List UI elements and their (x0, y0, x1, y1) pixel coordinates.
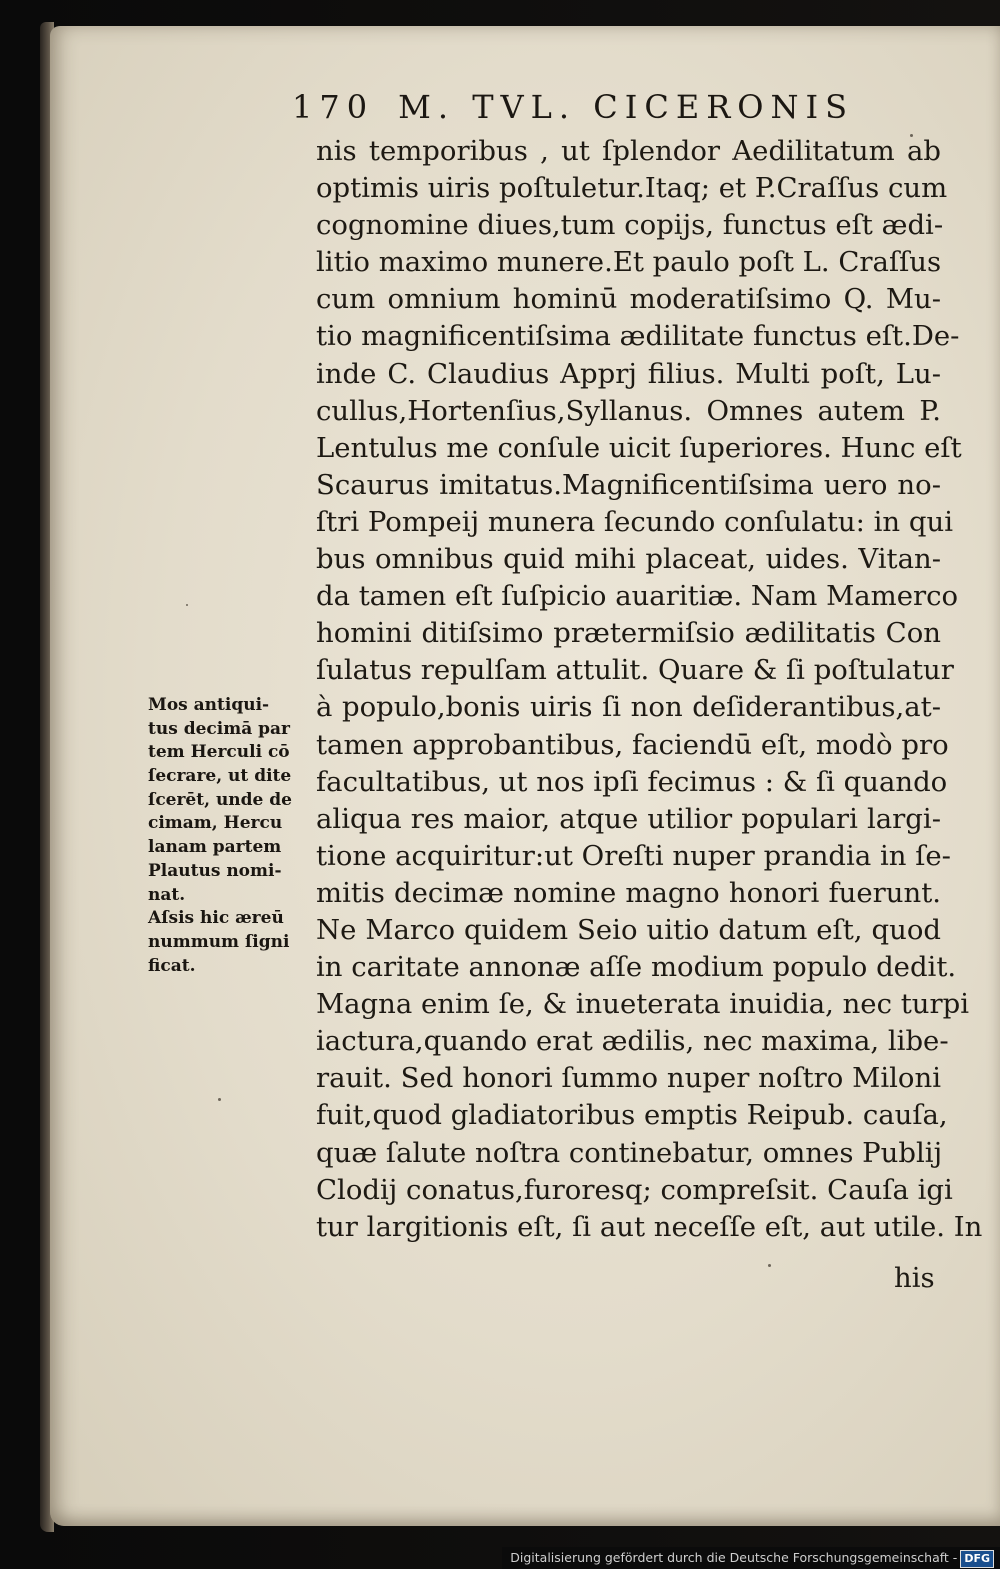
text-line: nis temporibus , ut ſplendor Aedilitatum ab (316, 135, 941, 167)
text-line: ſulatus repulſam attulit. Quare & ſi poſtulatur (316, 654, 954, 687)
paper-speck (218, 1098, 221, 1101)
text-line: Scaurus imitatus.Magnificentiſsima uero no- (316, 468, 941, 501)
marginal-note-line: Plautus nomi- (148, 860, 282, 881)
digitization-credit (502, 1547, 1000, 1569)
text-line: tur largitionis eſt, ſi aut neceſſe eſt, aut utile. In (316, 1210, 983, 1243)
page-number: 170 (292, 88, 375, 126)
marginal-note-line: nat. (148, 884, 186, 905)
paper-speck (768, 1264, 771, 1267)
marginal-note (148, 694, 314, 978)
text-line: homini ditiſsimo prætermiſsio ædilitatis Con (316, 617, 941, 650)
marginal-note-line: tem Herculi cō (148, 742, 290, 763)
text-line: inde C. Claudius Apprj filius. Multi poſt, Lu- (316, 357, 941, 390)
text-line: da tamen eſt ſuſpicio auaritiæ. Nam Mamerco (316, 580, 959, 613)
running-title: M. TVL. CICERONIS (398, 88, 855, 126)
marginal-note-line: ſcerēt, unde de (148, 789, 292, 810)
marginal-note-line: tus decimā par (148, 718, 290, 739)
credit-text: Digitalisierung gefördert durch die Deutsche Forschungsgemeinschaft - (510, 1550, 958, 1565)
marginal-note-line: nummum ſigni (148, 931, 290, 952)
text-line: Magna enim ſe, & inueterata inuidia, nec turpi (316, 988, 970, 1021)
text-line: quæ ſalute noſtra continebatur, omnes Publij (316, 1136, 943, 1169)
text-line: ſtri Pompeij munera ſecundo conſulatu: in qui (316, 505, 953, 538)
text-line: bus omnibus quid mihi placeat, uides. Vitan- (316, 543, 941, 576)
marginal-note-line: ficat. (148, 955, 196, 976)
text-line: litio maximo munere.Et paulo poſt L. Craſſus (316, 246, 942, 279)
catchword: his (894, 1262, 935, 1294)
marginal-note-line: lanam partem (148, 837, 282, 858)
dfg-logo: DFG (960, 1550, 994, 1568)
marginal-note-line: cimam, Hercu (148, 813, 283, 834)
marginal-note-line: Mos antiqui- (148, 695, 270, 715)
text-line: Ne Marco quidem Seio uitio datum eſt, quod (316, 913, 941, 946)
text-line: facultatibus, ut nos ipſi fecimus : & ſi quando (316, 765, 948, 798)
running-head (292, 88, 854, 126)
text-line: fuit,quod gladiatoribus emptis Reipub. cauſa, (316, 1099, 948, 1132)
text-line: tamen approbantibus, faciendū eſt, modò pro (316, 728, 949, 761)
text-line: in caritate annonæ aſſe modium populo dedit. (316, 951, 957, 984)
text-line: cum omnium hominū moderatiſsimo Q. Mu- (316, 283, 941, 316)
marginal-note-line: ſecrare, ut dite (148, 766, 292, 787)
text-line: tio magnificentiſsima ædilitate functus eſt.De- (316, 320, 960, 353)
text-line: à populo,bonis uiris ſi non deſiderantibus,at- (316, 691, 941, 724)
text-line: cognomine diues,tum copijs, functus eſt ædi- (316, 209, 944, 242)
body-text (316, 133, 983, 1246)
text-line: optimis uiris poſtuletur.Itaq; et P.Craſſus cum (316, 172, 948, 205)
text-line: tione acquiritur:ut Oreſti nuper prandia in ſe- (316, 839, 951, 872)
text-line: rauit. Sed honori ſummo nuper noſtro Miloni (316, 1062, 941, 1095)
text-line: cullus,Hortenſius,Syllanus. Omnes autem P. (316, 394, 941, 427)
text-line: Lentulus me conſule uicit ſuperiores. Hunc eſt (316, 431, 962, 464)
paper-speck (186, 604, 188, 606)
text-line: mitis decimæ nomine magno honori fuerunt. (316, 876, 941, 909)
marginal-note-line: Aſsis hic æreū (148, 908, 284, 929)
text-line: iactura,quando erat ædilis, nec maxima, libe- (316, 1025, 949, 1058)
text-line: Clodij conatus,furoresq; compreſsit. Cauſa igi (316, 1173, 953, 1206)
text-line: aliqua res maior, atque utilior populari largi- (316, 802, 941, 835)
